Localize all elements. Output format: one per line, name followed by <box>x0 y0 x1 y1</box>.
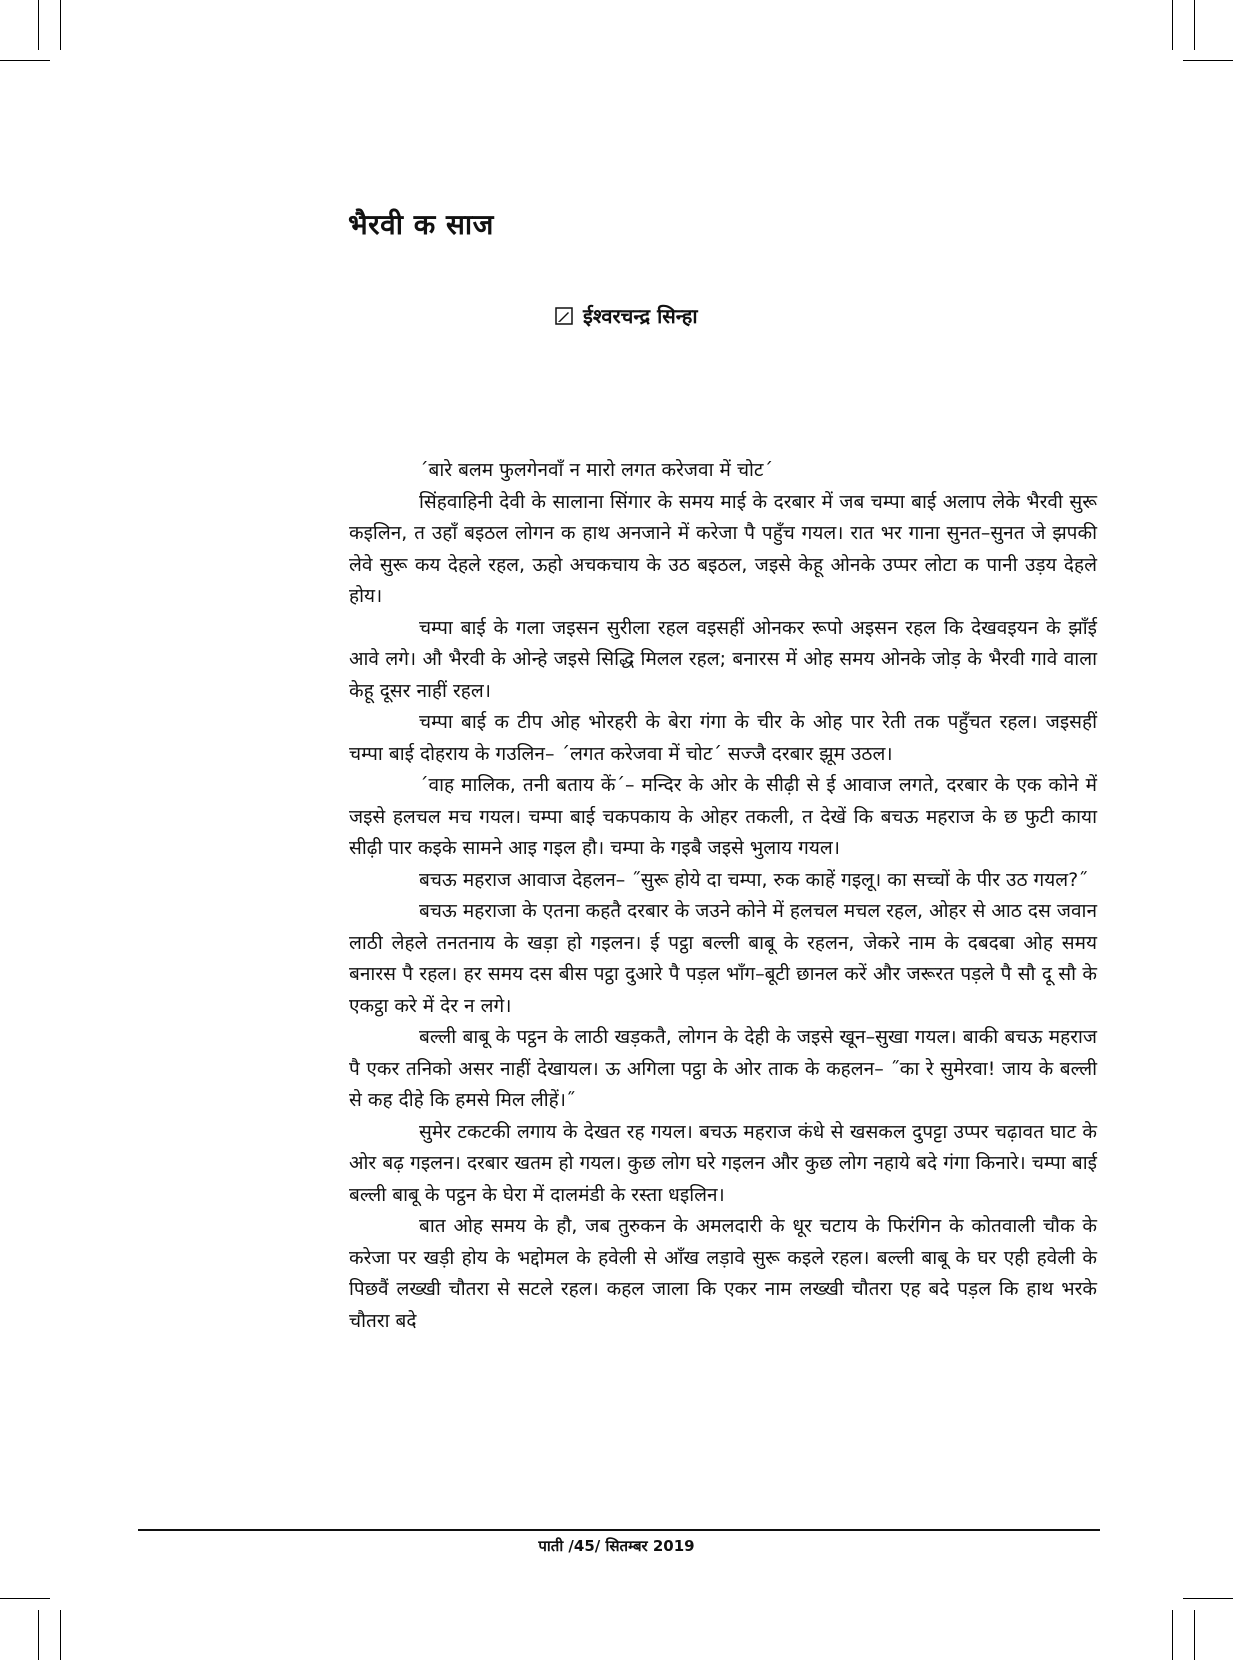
author-name: ईश्वरचन्द्र सिन्हा <box>583 304 698 328</box>
crop-mark <box>38 0 39 50</box>
paragraph: चम्पा बाई के गला जइसन सुरीला रहल वइसहीं ओनकर रूपो अइसन रहल कि देखवइयन के झाँई आवे लगे। औ भैरवी के ओन्हे जइसे सिद्धि मिलल रहल; बनारस में ओह समय ओनके जोड़ के भैरवी गावे वाला केहू दूसर नाहीं रहल। <box>349 616 1097 702</box>
crop-mark <box>0 60 50 61</box>
crop-mark <box>1194 1610 1195 1660</box>
paragraph: सुमेर टकटकी लगाय के देखत रह गयल। बचऊ महराज कंधे से खसकल दुपट्टा उप्पर चढ़ावत घाट के ओर बढ़ गइलन। दरबार खतम हो गयल। कुछ लोग घरे गइलन और कुछ लोग नहाये बदे गंगा किनारे। चम्पा बाई बल्ली बाबू के पट्ठन के घेरा में दालमंडी के रस्ता धइलिन। <box>349 1120 1097 1206</box>
crop-mark <box>1172 1610 1173 1660</box>
paragraph: बात ओह समय के हौ, जब तुरुकन के अमलदारी के धूर चटाय के फिरंगिन के कोतवाली चौक के करेजा पर खड़ी होय के भद्दोमल के हवेली से आँख लड़ावे सुरू कइले रहल। बल्ली बाबू के घर एही हवेली के पिछवैं लख्खी चौतरा से सटले रहल। कहल जाला कि एकर नाम लख्खी चौतरा एह बदे पड़ल कि हाथ भरके चौतरा बदे <box>349 1215 1097 1332</box>
crop-mark <box>0 1598 50 1599</box>
crop-mark <box>38 1610 39 1660</box>
pen-icon <box>555 307 573 325</box>
paragraph: बचऊ महराजा के एतना कहतै दरबार के जउने कोने में हलचल मचल रहल, ओहर से आठ दस जवान लाठी लेहले तनतनाय के खड़ा हो गइलन। ई पट्ठा बल्ली बाबू के रहलन, जेकरे नाम के दबदबा ओह समय बनारस पै रहल। हर समय दस बीस पट्ठा दुआरे पै पड़ल भाँग–बूटी छानल करें और जरूरत पड़ले पै सौ दू सौ के एकट्ठा करे में देर न लगे। <box>349 900 1097 1017</box>
paragraph: ´वाह मालिक, तनी बताय कें´– मन्दिर के ओर के सीढ़ी से ई आवाज लगते, दरबार के एक कोने में जइसे हलचल मच गयल। चम्पा बाई चकपकाय के ओहर तकली, त देखें कि बचऊ महराज के छ फुटी काया सीढ़ी पार कइके सामने आइ गइल हौ। चम्पा के गइबै जइसे भुलाय गयल। <box>349 774 1097 859</box>
crop-mark <box>1183 60 1233 61</box>
crop-mark <box>1172 0 1173 50</box>
article-title: भैरवी क साज <box>348 208 494 241</box>
article-body <box>349 455 1097 1337</box>
page-footer: पाती /45/ सितम्बर 2019 <box>538 1537 695 1555</box>
paragraph: ´बारे बलम फुलगेनवाँ न मारो लगत करेजवा में चोट´ <box>419 459 774 481</box>
crop-mark <box>1194 0 1195 50</box>
author-line <box>555 302 698 329</box>
paragraph: बल्ली बाबू के पट्ठन के लाठी खड़कतै, लोगन के देही के जइसे खून–सुखा गयल। बाकी बचऊ महराज पै एकर तनिको असर नाहीं देखायल। ऊ अगिला पट्ठा के ओर ताक के कहलन– ˝का रे सुमेरवा! जाय के बल्ली से कह दीहे कि हमसे मिल लीहें।˝ <box>349 1026 1097 1111</box>
paragraph: बचऊ महराज आवाज देहलन– ˝सुरू होये दा चम्पा, रुक काहें गइलू। का सच्चों के पीर उठ गयल?˝ <box>419 868 1088 891</box>
paragraph: सिंहवाहिनी देवी के सालाना सिंगार के समय माई के दरबार में जब चम्पा बाई अलाप लेके भैरवी सुरू कइलिन, त उहाँ बइठल लोगन क हाथ अनजाने में करेजा पै पहुँच गयल। रात भर गाना सुनत–सुनत जे झपकी लेवे सुरू कय देहले रहल, ऊहो अचकचाय के उठ बइठल, जइसे केहू ओनके उप्पर लोटा क पानी उड़य देहले होय। <box>349 490 1097 607</box>
crop-mark <box>60 0 61 50</box>
crop-mark <box>60 1610 61 1660</box>
paragraph: चम्पा बाई क टीप ओह भोरहरी के बेरा गंगा के चीर के ओह पार रेती तक पहुँचत रहल। जइसहीं चम्पा बाई दोहराय के गउलिन– ´लगत करेजवा में चोट´ सज्जै दरबार झूम उठल। <box>349 711 1097 765</box>
footer-rule <box>138 1529 1100 1531</box>
crop-mark <box>1183 1598 1233 1599</box>
